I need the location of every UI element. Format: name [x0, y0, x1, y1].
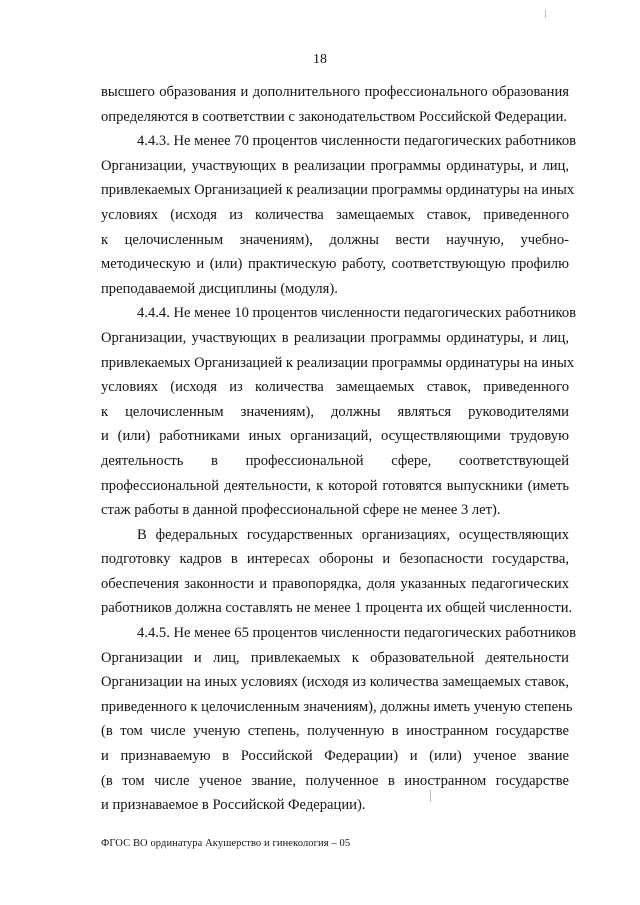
- scan-speck: [545, 10, 546, 18]
- text-line: работников должна составлять не менее 1 процента их общей численности.: [101, 600, 573, 617]
- page-footer: ФГОС ВО ординатура Акушерство и гинекология – 05: [101, 838, 351, 849]
- text-line: 4.4.3. Не менее 70 процентов численности педагогических работников: [137, 133, 577, 150]
- text-line: и признаваемое в Российской Федерации).: [101, 797, 366, 814]
- page-number: 18: [313, 52, 327, 67]
- text-line: методическую и (или) практическую работу, соответствующую профилю: [101, 256, 569, 273]
- text-line: деятельность в профессиональной сфере, соответствующей: [101, 452, 569, 469]
- text-line: Организации и лиц, привлекаемых к образовательной деятельности: [101, 649, 569, 666]
- text-line: стаж работы в данной профессиональной сфере не менее 3 лет).: [101, 502, 501, 519]
- text-line: (в том числе ученую степень, полученную в иностранном государстве: [101, 723, 569, 740]
- paragraph-federal-organizations: [101, 523, 573, 621]
- text-line: привлекаемых Организацией к реализации программы ординатуры на иных: [101, 354, 575, 371]
- paragraph-4-4-5: [101, 621, 577, 818]
- text-line: обеспечения законности и правопорядка, доля указанных педагогических: [101, 575, 569, 592]
- text-line: высшего образования и дополнительного профессионального образования: [101, 84, 569, 100]
- scan-speck: [430, 790, 431, 802]
- text-line: Организации, участвующих в реализации программы ординатуры, и лиц,: [101, 157, 569, 174]
- text-line: условиях (исходя из количества замещаемых ставок, приведенного: [101, 206, 569, 223]
- paragraph-continuation: [101, 80, 569, 129]
- text-line: (в том числе ученое звание, полученное в иностранном государстве: [101, 772, 569, 789]
- text-line: и признаваемую в Российской Федерации) и (или) ученое звание: [101, 748, 569, 765]
- text-line: преподаваемой дисциплины (модуля).: [101, 280, 338, 297]
- text-line: определяются в соответствии с законодательством Российской Федерации.: [101, 108, 568, 125]
- text-line: 4.4.4. Не менее 10 процентов численности педагогических работников: [137, 305, 577, 322]
- text-line: подготовку кадров в интересах обороны и безопасности государства,: [101, 551, 569, 568]
- text-line: приведенного к целочисленным значениям), должны иметь ученую степень: [101, 698, 573, 715]
- text-line: к целочисленным значениям), должны вести научную, учебно-: [101, 231, 569, 248]
- text-line: условиях (исходя из количества замещаемых ставок, приведенного: [101, 379, 569, 396]
- paragraph-4-4-3: [101, 129, 577, 301]
- paragraph-4-4-4: [101, 301, 577, 522]
- text-line: 4.4.5. Не менее 65 процентов численности педагогических работников: [137, 625, 577, 642]
- text-line: привлекаемых Организацией к реализации программы ординатуры на иных: [101, 182, 575, 199]
- text-line: к целочисленным значениям), должны являться руководителями: [101, 403, 569, 420]
- text-line: Организации, участвующих в реализации программы ординатуры, и лиц,: [101, 329, 569, 346]
- text-line: профессиональной деятельности, к которой готовятся выпускники (иметь: [101, 477, 569, 494]
- document-body: [101, 80, 577, 818]
- text-line: Организации на иных условиях (исходя из количества замещаемых ставок,: [101, 674, 569, 691]
- text-line: и (или) работниками иных организаций, осуществляющими трудовую: [101, 428, 569, 445]
- text-line: В федеральных государственных организациях, осуществляющих: [137, 526, 569, 543]
